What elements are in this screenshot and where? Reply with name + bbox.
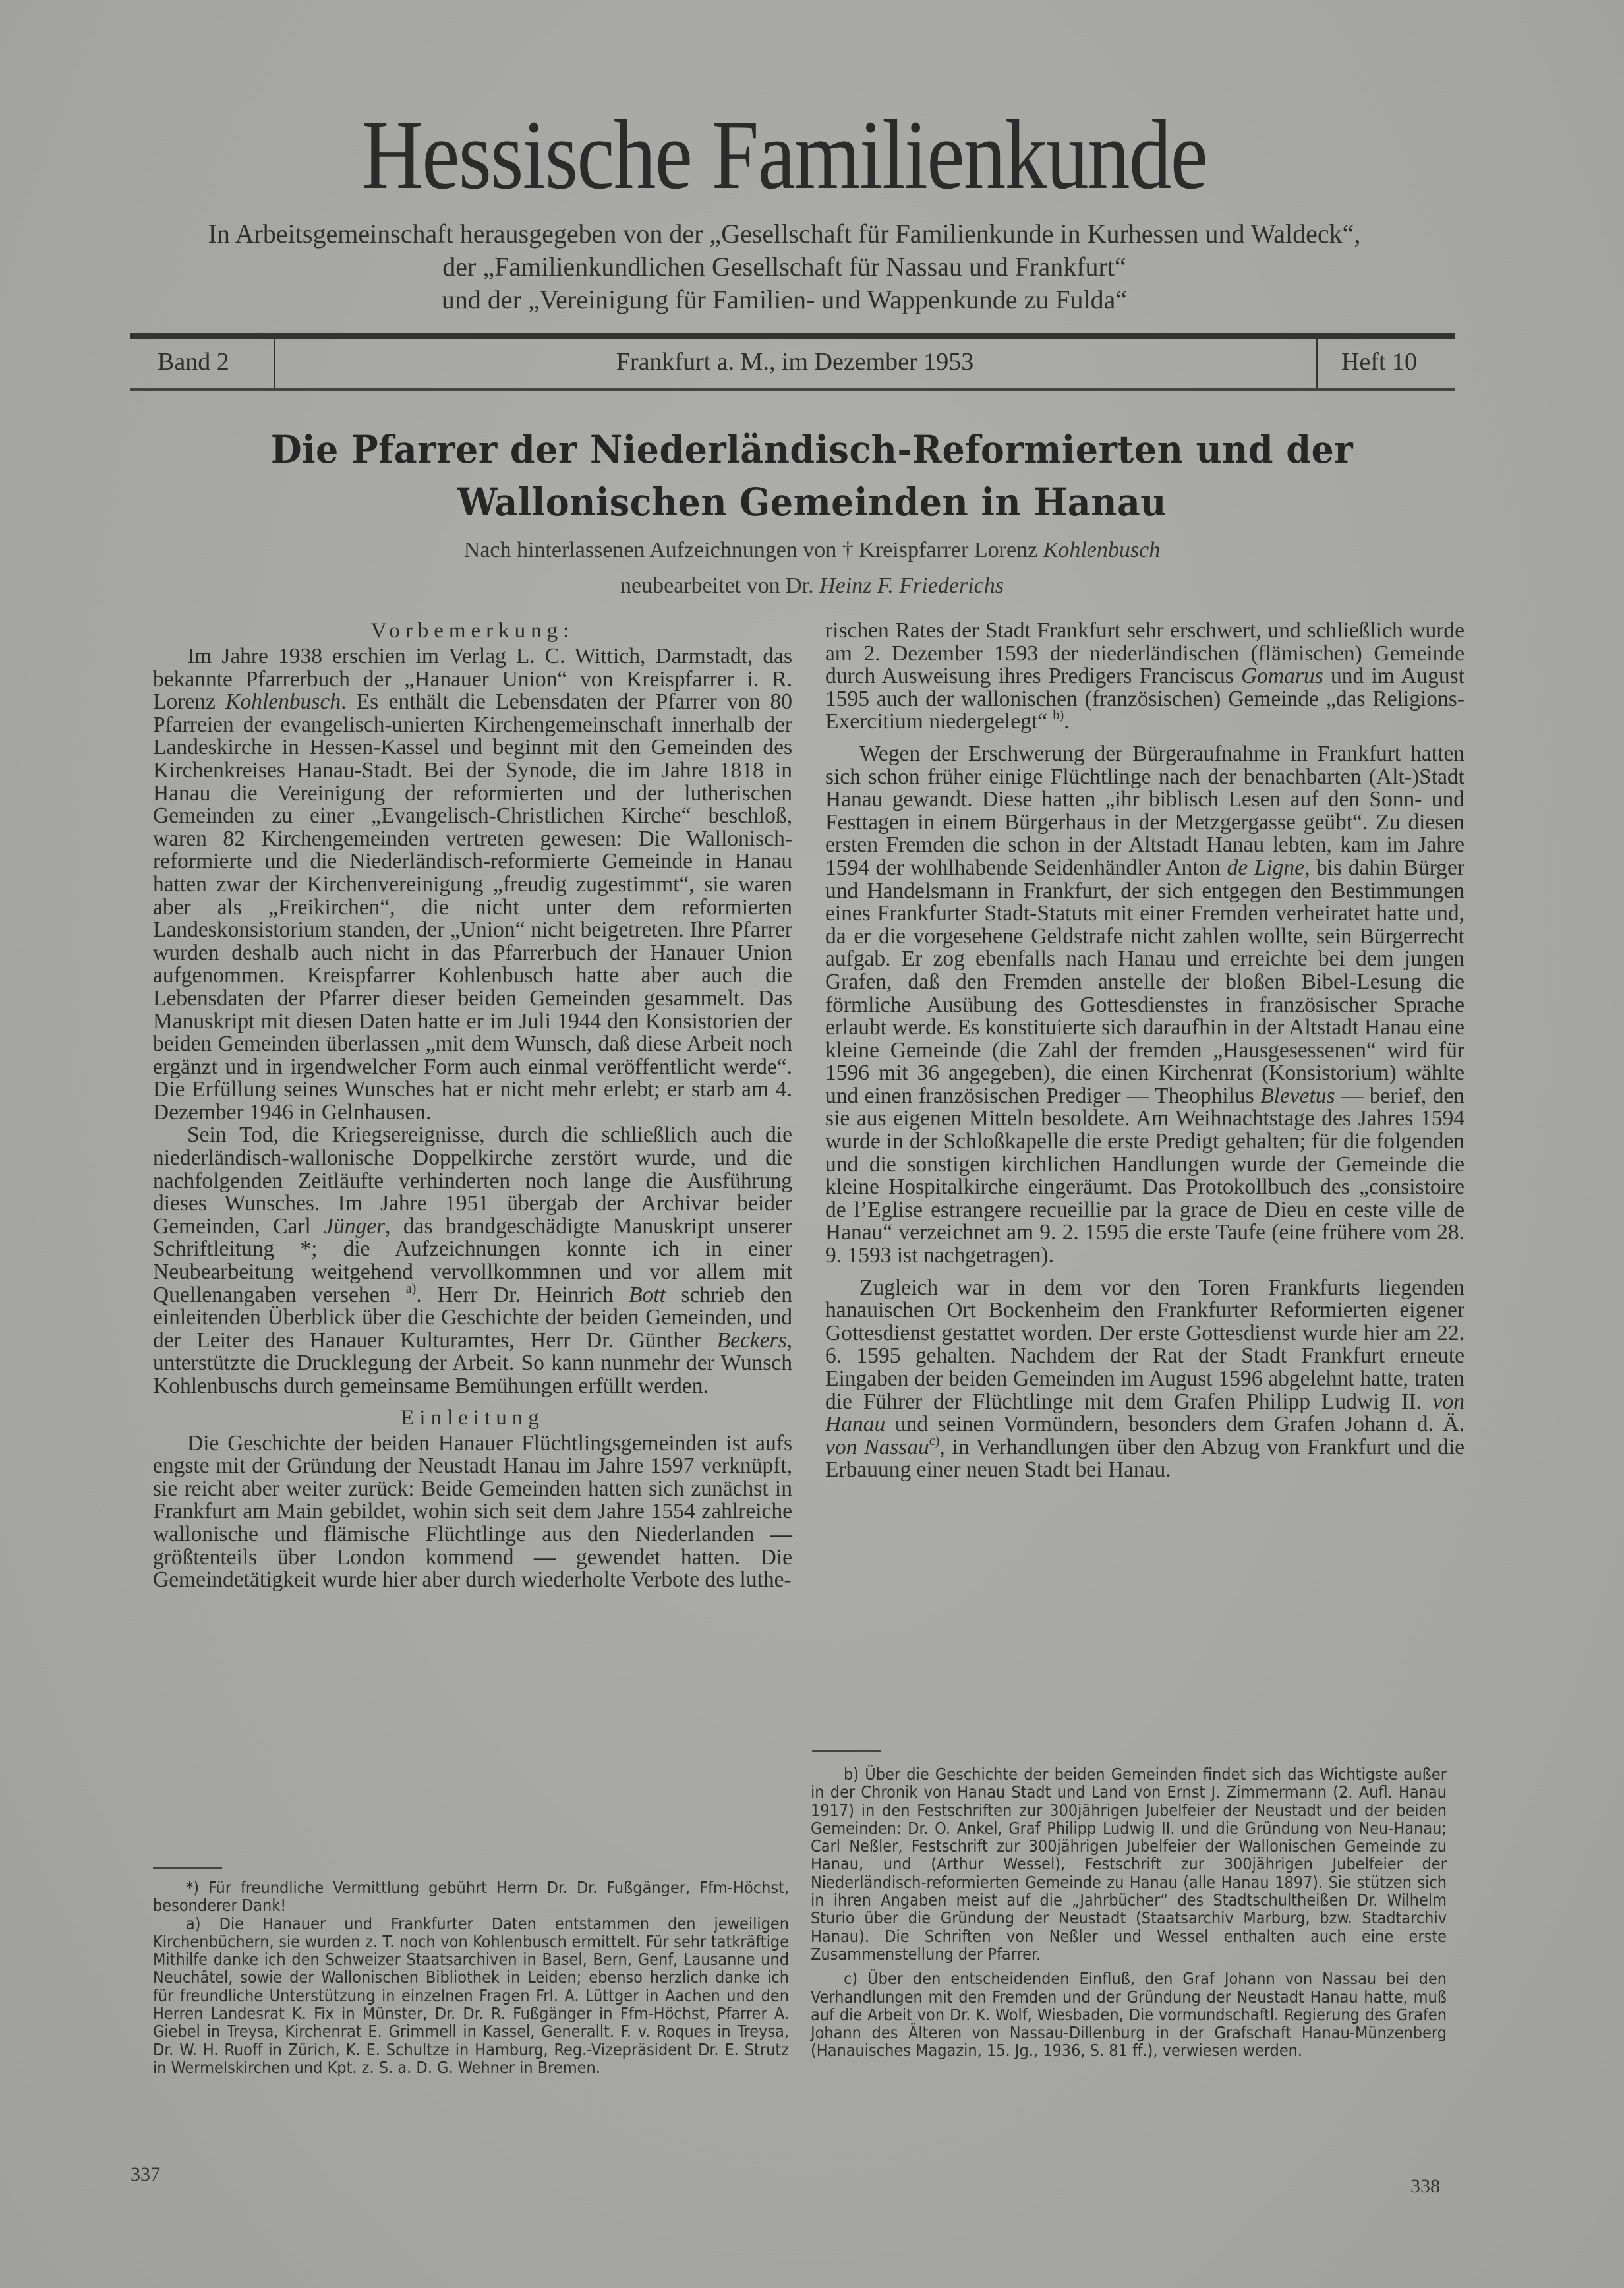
footnote-a: a) Die Hanauer und Frankfurter Daten entstammen den jeweiligen Kirchenbüchern, sie wurden z. T. noch von Kohlenbusch ermittelt. Für sehr tatkräftige Mithilfe danke ich den Schweizer Staatsarchiven in Basel, Bern, Genf, Lausanne und Neuchâtel, sowie der Wallonischen Bibliothek in Leiden; ebenso herzlich danke ich für freundliche Unterstützung in einzelnen Fragen Frl. A. Lüttger in Aachen und den Herren Landesrat K. Fix in Münster, Dr. Dr. R. Fußgänger in Ffm-Höchst, Pfarrer A. Giebel in Treysa, Kirchenrat E. Grimmell in Kassel, Generallt. F. v. Roques in Treysa, Dr. W. H. Ruoff in Zürich, K. E. Schultze in Hamburg, Reg.-Vizepräsident Dr. E. Strutz in Wermelskirchen und Kpt. z. S. a. D. G. Wehner in Bremen. bbox=[153, 1914, 789, 2077]
footnote-b: b) Über die Geschichte der beiden Gemeinden findet sich das Wichtigste außer in der Chronik von Hanau Stadt und Land von Ernst J. Zimmermann (2. Aufl. Hanau 1917) in den Festschriften zur 300jährigen Jubelfeier der Neustadt und der beiden Gemeinden: Dr. O. Ankel, Graf Philipp Ludwig II. und die Gründung von Neu-Hanau; Carl Neßler, Festschrift zur 300jährigen Jubelfeier der Wallonischen Gemeinde zu Hanau, und (Arthur Wessel), Festschrift zur 300jährigen Jubelfeier der Niederländisch-reformierten Gemeinde zu Hanau (alle Hanau 1897). Sie stützen sich in ihren Angaben meist auf die „Jahrbücher“ des Stadtschultheißen Dr. Wilhelm Sturio über die Gründung der Neustadt (Staatsarchiv Marburg, bzw. Stadtarchiv Hanau). Die Schriften von Neßler und Wessel enthalten auch eine erste Zusammenstellung der Pfarrer. bbox=[811, 1765, 1447, 1964]
publisher-line-1: In Arbeitsgemeinschaft herausgegeben von der „Gesellschaft für Familienkunde in Kurhessen und Waldeck“, bbox=[208, 219, 1361, 249]
volume-label: Band 2 bbox=[158, 348, 229, 376]
byline-author: Nach hinterlassenen Aufzeichnungen von † Kreispfarrer Lorenz Kohlenbusch bbox=[463, 538, 1161, 562]
paragraph: Die Geschichte der beiden Hanauer Flüchtlingsgemeinden ist aufs engste mit der Gründung der Neustadt Hanau im Jahre 1597 verknüpft, sie reicht aber weiter zurück: Beide Gemeinden hatten sich zunächst in Frankfurt am Main gebildet, wohin sich seit dem Jahre 1554 zahlreiche wallonische und flämische Flüchtlinge aus den Niederlanden — größtenteils über London kommend — gewendet hatten. Die Gemeindetätigkeit wurde hier aber durch wiederholte Verbote des luthe- bbox=[153, 1430, 792, 1593]
paragraph: rischen Rates der Stadt Frankfurt sehr erschwert, und schließlich wurde am 2. Dezember 1593 der niederländischen (flämischen) Gemeinde durch Ausweisung ihres Predigers Franciscus Gomarus und im August 1595 auch der wallonischen (französischen) Gemeinde „das Religions-Exercitium niedergelegt“ $^{b)}$. bbox=[825, 618, 1465, 734]
footnote-rule bbox=[153, 1867, 222, 1869]
footnote-rule bbox=[812, 1750, 881, 1752]
paragraph: Im Jahre 1938 erschien im Verlag L. C. Wittich, Darmstadt, das bekannte Pfarrerbuch der „Hanauer Union“ von Kreispfarrer i. R. Lorenz Kohlenbusch. Es enthält die Lebensdaten der Pfarrer von 80 Pfarreien der evangelisch-unierten Kirchengemeinschaft innerhalb der Landeskirche in Hessen-Kassel und beginnt mit den Gemeinden des Kirchenkreises Hanau-Stadt. Bei der Synode, die im Jahre 1818 in Hanau die Vereinigung der reformierten und der lutherischen Gemeinden zu einer „Evangelisch-Christlichen Kirche“ beschloß, waren 82 Kirchengemeinden vertreten gewesen: Die Wallonisch-reformierte und die Niederländisch-reformierte Gemeinde in Hanau hatten zwar der Kirchenvereinigung „freudig zugestimmt“, sie waren aber als „Freikirchen“, die nicht unter dem reformierten Landeskonsistorium standen, der „Union“ nicht beigetreten. Ihre Pfarrer wurden deshalb auch nicht in das Pfarrerbuch der Hanauer Union aufgenommen. Kreispfarrer Kohlenbusch hatte aber auch die Lebensdaten der Pfarrer dieser beiden Gemeinden gesammelt. Das Manuskript mit diesen Daten hatte er im Juli 1944 den Konsistorien der beiden Gemeinden überlassen „mit dem Wunsch, daß diese Arbeit noch ergänzt und in irgendwelcher Form auch einmal veröffentlicht werde“. Die Erfüllung seines Wunsches hat er nicht mehr erlebt; er starb am 4. Dezember 1946 in Gelnhausen. bbox=[153, 644, 793, 1125]
publisher-line-3: und der „Vereinigung für Familien- und Wappenkunde zu Fulda“ bbox=[441, 285, 1128, 314]
byline-editor: neubearbeitet von Dr. Heinz F. Friederichs bbox=[620, 573, 1004, 598]
paragraph: Wegen der Erschwerung der Bürgeraufnahme in Frankfurt hatten sich schon früher einige Flüchtlinge nach der benachbarten (Alt-)Stadt Hanau gewandt. Diese hatten „ihr biblisch Lesen auf den Sonn- und Festtagen in einem Bürgerhaus in der Metzgergasse geübt“. Zu diesen ersten Fremden die schon in der Altstadt Hanau lebten, kam im Jahre 1594 der wohlhabende Seidenhändler Anton de Ligne, bis dahin Bürger und Handelsmann in Frankfurt, der sich entgegen den Bestimmungen eines Frankfurter Stadt-Statuts mit einer Fremden verheiratet hatte und, da er die vorgesehene Geldstrafe nicht zahlen wollte, sein Bürgerrecht aufgab. Er zog ebenfalls nach Hanau und erreichte bei dem jungen Grafen, daß den Fremden anstelle der bloßen Bibel-Lesung die förmliche Ausübung des Gottesdienstes in französischer Sprache erlaubt werde. Es konstituierte sich daraufhin in der Altstadt Hanau eine kleine Gemeinde (die Zahl der fremden „Hausgesessenen“ wird für 1596 mit 36 angegeben), die einen Kirchenrat (Konsistorium) wählte und einen französischen Prediger — Theophilus Blevetus — berief, den sie aus eigenen Mitteln besoldete. Am Weihnachtstage des Jahres 1594 wurde in der Schloßkapelle die erste Predigt gehalten; für die folgenden und die sonstigen kirchlichen Handlungen wurde der Gemeinde die kleine Hospitalkirche eingeräumt. Das Protokollbuch des „consistoire de l’Eglise estrangere recueillie par la grace de Dieu en ceste ville de Hanau“ verzeichnet am 9. 2. 1595 die erste Taufe (eine frühere vom 28. 9. 1593 ist nachgetragen). bbox=[825, 741, 1464, 1268]
section-heading-vorbemerkung: Vorbemerkung: bbox=[370, 619, 575, 643]
left-footnotes bbox=[153, 1879, 789, 2076]
page-number-right: 338 bbox=[1410, 2175, 1440, 2197]
footnote-c: c) Über den entscheidenden Einfluß, den Graf Johann von Nassau bei den Verhandlungen mit den Fremden und der Gründung der Neustadt Hanau hatte, muß auf die Arbeit von Dr. K. Wolf, Wiesbaden, Die vormundschaftl. Regierung des Grafen Johann des Älteren von Nassau-Dillenburg in der Grafschaft Hanau-Münzenberg (Hanauisches Magazin, 15. Jg., 1936, S. 81 ff.), verwiesen werden. bbox=[811, 1969, 1447, 2061]
footnote-star: *) Für freundliche Vermittlung gebührt Herrn Dr. Dr. Fußgänger, Ffm-Höchst, besonderer Dank! bbox=[153, 1878, 789, 1916]
issue-bar bbox=[130, 333, 1455, 391]
article-title-line-1: Die Pfarrer der Niederländisch-Reformierten und der bbox=[270, 427, 1354, 472]
issue-label: Heft 10 bbox=[1341, 348, 1418, 376]
paragraph: Sein Tod, die Kriegsereignisse, durch die schließlich auch die niederländisch-wallonische Doppelkirche zerstört wurde, und die nachfolgenden Zeitläufte verhinderten noch lange die Ausführung dieses Wunsches. Im Jahre 1951 übergab der Archivar beider Gemeinden, Carl Jünger, das brandgeschädigte Manuskript unserer Schriftleitung *; die Aufzeichnungen konnte ich in einer Neubearbeitung weitgehend vervollkommnen und vor allem mit Quellenangaben versehen $^{a)}$. Herr Dr. Heinrich Bott schrieb den einleitenden Überblick über die Geschichte der beiden Gemeinden, und der Leiter des Hanauer Kulturamtes, Herr Dr. Günther Beckers, unterstützte die Drucklegung der Arbeit. So kann nunmehr der Wunsch Kohlenbuschs durch gemeinsame Bemühungen erfüllt werden. bbox=[153, 1123, 793, 1398]
article-title-line-2: Wallonischen Gemeinden in Hanau bbox=[457, 480, 1167, 525]
publisher-line-2: der „Familienkundlichen Gesellschaft für Nassau und Frankfurt“ bbox=[442, 252, 1126, 281]
place-date: Frankfurt a. M., im Dezember 1953 bbox=[616, 348, 974, 376]
journal-title: Hessische Familienkunde bbox=[361, 100, 1207, 210]
thin-rule bbox=[130, 388, 1455, 391]
page-number-left: 337 bbox=[130, 2163, 160, 2185]
thick-rule bbox=[130, 333, 1455, 339]
left-column bbox=[153, 616, 792, 1592]
section-heading-einleitung: Einleitung bbox=[401, 1405, 544, 1430]
right-footnotes bbox=[811, 1765, 1447, 2060]
right-column bbox=[825, 620, 1464, 1482]
divider bbox=[1316, 338, 1318, 389]
paragraph: Zugleich war in dem vor den Toren Frankfurts liegenden hanauischen Ort Bockenheim den Frankfurter Reformierten eigener Gottesdienst gestattet worden. Der erste Gottesdienst wurde hier am 22. 6. 1595 gehalten. Nachdem der Rat der Stadt Frankfurt erneute Eingaben der beiden Gemeinden im August 1596 abgelehnt hatte, traten die Führer der Flüchtlinge mit dem Grafen Philipp Ludwig II. von Hanau und seinen Vormündern, besonders dem Grafen Johann d. Ä. von Nassau$^{c)}$, in Verhandlungen über den Abzug von Frankfurt und die Erbauung einer neuen Stadt bei Hanau. bbox=[825, 1275, 1464, 1482]
